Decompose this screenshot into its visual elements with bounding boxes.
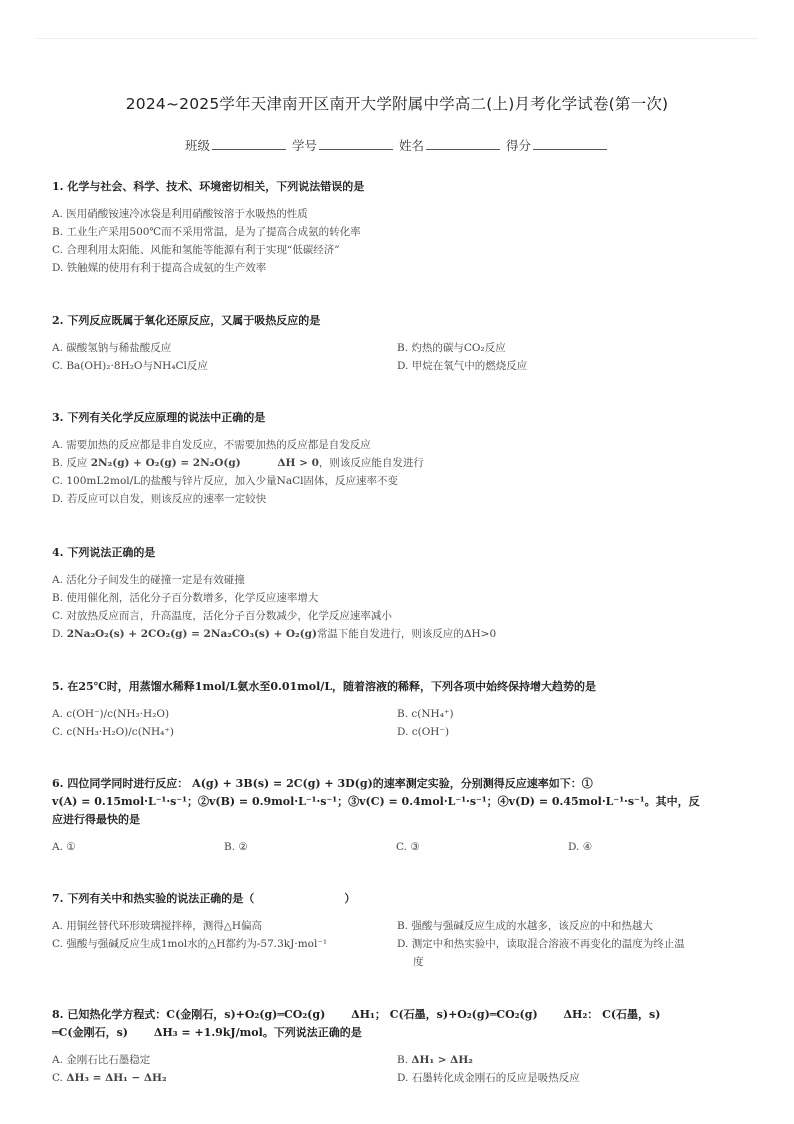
- equation: A(g) + 3B(s) = 2C(g) + 3D(g): [192, 777, 373, 790]
- option-c[interactable]: C. 100mL2mol/L的盐酸与锌片反应，加入少量NaCl固体，反应速率不变: [52, 475, 398, 487]
- option-a[interactable]: A. c(OH⁻)/c(NH₃·H₂O): [52, 708, 170, 720]
- option-label: B.: [397, 1054, 409, 1066]
- question-options: [52, 1051, 742, 1087]
- stem-text: ； C(石墨，s): [374, 1008, 449, 1021]
- question-stem: [52, 890, 742, 908]
- option-d-prefix: D.: [52, 628, 64, 640]
- option-a[interactable]: A. 碳酸氢钠与稀盐酸反应: [52, 342, 172, 354]
- question-5: [52, 678, 742, 741]
- option-c[interactable]: C. 合理利用太阳能、风能和氢能等能源有利于实现“低碳经济”: [52, 244, 340, 256]
- stem-text: ；④: [486, 795, 509, 808]
- option-b[interactable]: B. 工业生产采用500℃而不采用常温，是为了提高合成氨的转化率: [52, 226, 361, 238]
- score-label: 得分: [505, 138, 531, 153]
- enthalpy: ΔH > 0: [277, 457, 319, 469]
- option-c[interactable]: C. ③: [396, 841, 420, 853]
- rate-d: v(D) = 0.45mol·L⁻¹·s⁻¹: [508, 795, 645, 808]
- option-b-suffix: ，则该反应能自发进行: [318, 457, 424, 469]
- rate-c: v(C) = 0.4mol·L⁻¹·s⁻¹: [359, 795, 487, 808]
- option-d[interactable]: [397, 935, 742, 971]
- option-label: C.: [52, 1072, 63, 1084]
- stem-text: ： C(石墨，s): [587, 1008, 661, 1021]
- question-7: [52, 890, 742, 971]
- question-4: [52, 544, 742, 643]
- option-d[interactable]: D. 铁触媒的使用有利于提高合成氨的生产效率: [52, 262, 267, 274]
- stem-text: 6. 四位同学同时进行反应：: [52, 777, 189, 790]
- option-b[interactable]: [52, 454, 742, 472]
- number-label: 学号: [291, 138, 317, 153]
- option-d[interactable]: D. 若反应可以自发，则该反应的速率一定较快: [52, 493, 267, 505]
- equation: ΔH₁ > ΔH₂: [411, 1054, 473, 1066]
- stem-text: 应进行得最快的是: [52, 813, 140, 826]
- question-options: [52, 339, 742, 375]
- question-stem: [52, 775, 742, 829]
- name-field[interactable]: [426, 138, 500, 150]
- question-options: [52, 571, 742, 643]
- option-c[interactable]: C. Ba(OH)₂·8H₂O与NH₄Cl反应: [52, 360, 208, 372]
- rate-b: v(B) = 0.9mol·L⁻¹·s⁻¹: [209, 795, 338, 808]
- question-stem: 5. 在25℃时，用蒸馏水稀释1mol/L氨水至0.01mol/L，随着溶液的稀释，下列各项中始终保持增大趋势的是: [52, 680, 597, 693]
- question-stem: [52, 1006, 742, 1042]
- question-stem: 1. 化学与社会、科学、技术、环境密切相关，下列说法错误的是: [52, 180, 365, 193]
- student-info-line: [0, 136, 794, 154]
- equation: ΔH₃ = ΔH₁ − ΔH₂: [66, 1072, 167, 1084]
- question-6: [52, 775, 742, 856]
- question-2: [52, 312, 742, 375]
- option-b[interactable]: B. 强酸与强碱反应生成的水越多，该反应的中和热越大: [397, 920, 653, 932]
- option-b[interactable]: B. c(NH₄⁺): [397, 708, 454, 720]
- question-8: [52, 1006, 742, 1087]
- number-field[interactable]: [319, 138, 393, 150]
- question-options: [52, 917, 742, 971]
- class-label: 班级: [184, 138, 210, 153]
- option-a[interactable]: A. 医用硝酸铵速冷冰袋是利用硝酸铵溶于水吸热的性质: [52, 208, 308, 220]
- equation: 2Na₂O₂(s) + 2CO₂(g) = 2Na₂CO₃(s) + O₂(g): [66, 628, 317, 640]
- option-d[interactable]: [52, 625, 742, 643]
- option-a[interactable]: A. 活化分子间发生的碰撞一定是有效碰撞: [52, 574, 245, 586]
- question-3: [52, 409, 742, 508]
- stem-text: 8. 已知热化学方程式：C(金刚石，s): [52, 1008, 236, 1021]
- equation: 2N₂(g) + O₂(g) = 2N₂O(g): [90, 457, 241, 469]
- option-a[interactable]: A. ①: [52, 841, 76, 853]
- option-c[interactable]: C. c(NH₃·H₂O)/c(NH₄⁺): [52, 726, 174, 738]
- stem-text: ；②: [187, 795, 209, 808]
- stem-text: 。其中，反: [644, 795, 700, 808]
- question-options: [52, 205, 742, 277]
- rate-a: v(A) = 0.15mol·L⁻¹·s⁻¹: [52, 795, 187, 808]
- option-a[interactable]: A. 金刚石比石墨稳定: [52, 1054, 151, 1066]
- top-divider: [36, 38, 758, 39]
- stem-text: ；③: [337, 795, 360, 808]
- question-stem: 2. 下列反应既属于氧化还原反应，又属于吸热反应的是: [52, 314, 321, 327]
- question-options: [52, 705, 742, 741]
- option-c[interactable]: C. 强酸与强碱反应生成1mol水的△H都约为-57.3kJ·mol⁻¹: [52, 938, 328, 950]
- option-d[interactable]: D. c(OH⁻): [397, 726, 450, 738]
- enthalpy: ΔH₁: [351, 1008, 375, 1021]
- option-a[interactable]: A. 用铜丝替代环形玻璃搅拌棒，测得△H偏高: [52, 920, 262, 932]
- question-options: [52, 838, 742, 856]
- question-options: [52, 436, 742, 508]
- class-field[interactable]: [212, 138, 286, 150]
- question-stem: 4. 下列说法正确的是: [52, 546, 156, 559]
- option-b[interactable]: B. 使用催化剂，活化分子百分数增多，化学反应速率增大: [52, 592, 319, 604]
- enthalpy: ΔH₃ = +1.9kJ/mol: [153, 1026, 263, 1039]
- option-a[interactable]: A. 需要加热的反应都是非自发反应，不需要加热的反应都是自发反应: [52, 439, 371, 451]
- enthalpy: ΔH₂: [563, 1008, 588, 1021]
- question-stem: 3. 下列有关化学反应原理的说法中正确的是: [52, 411, 266, 424]
- stem-text: 的速率测定实验，分别测得反应速率如下：①: [372, 777, 593, 790]
- score-field[interactable]: [533, 138, 607, 150]
- stem-text: 。下列说法正确的是: [262, 1026, 362, 1039]
- option-d[interactable]: D. ④: [568, 841, 593, 853]
- option-d[interactable]: D. 石墨转化成金刚石的反应是吸热反应: [397, 1072, 580, 1084]
- name-label: 姓名: [398, 138, 424, 153]
- option-d-line: D. 测定中和热实验中，读取混合溶液不再变化的温度为终止温: [397, 938, 685, 950]
- option-b-prefix: B. 反应: [52, 457, 88, 469]
- stem-text: 7. 下列有关中和热实验的说法正确的是（: [52, 892, 255, 905]
- page-title: 2024~2025学年天津南开区南开大学附属中学高二(上)月考化学试卷(第一次): [125, 95, 669, 113]
- option-b[interactable]: B. ②: [224, 841, 248, 853]
- option-d[interactable]: D. 甲烷在氧气中的燃烧反应: [397, 360, 528, 372]
- option-c[interactable]: C. 对放热反应而言，升高温度，活化分子百分数减少，化学反应速率减小: [52, 610, 392, 622]
- option-c[interactable]: [52, 1069, 397, 1087]
- equation: ═C(金刚石，s): [52, 1026, 128, 1039]
- question-1: [52, 178, 742, 277]
- equation: +O₂(g)═CO₂(g): [235, 1008, 326, 1021]
- option-d-line: 度: [413, 956, 424, 968]
- option-b[interactable]: B. 灼热的碳与CO₂反应: [397, 342, 506, 354]
- option-b[interactable]: [397, 1051, 742, 1069]
- stem-text: ）: [344, 892, 356, 905]
- option-d-suffix: 常温下能自发进行，则该反应的ΔH>0: [316, 628, 497, 640]
- equation: +O₂(g)═CO₂(g): [448, 1008, 538, 1021]
